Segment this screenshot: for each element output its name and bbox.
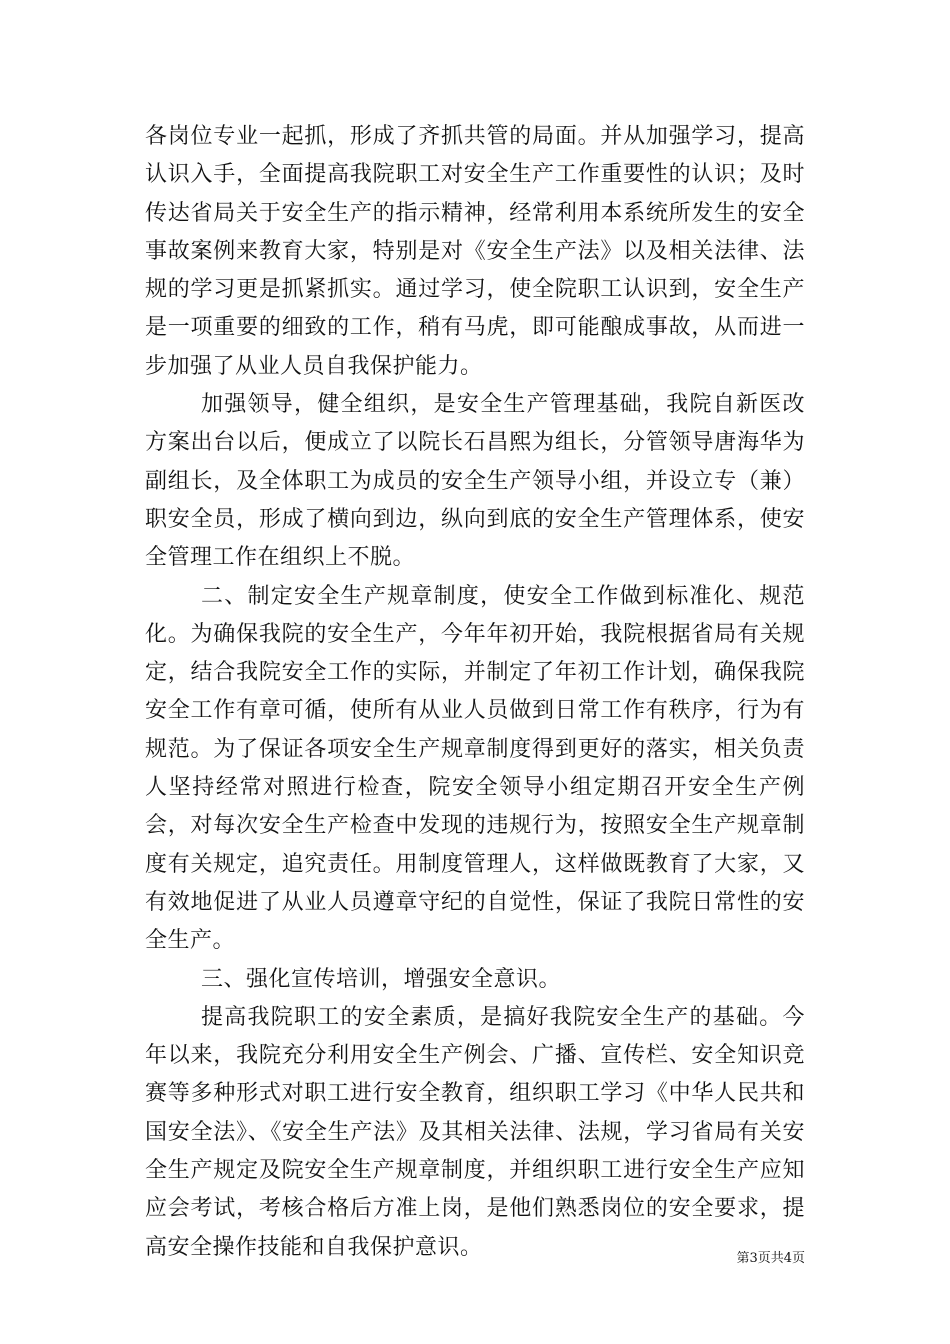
paragraph-1: 各岗位专业一起抓，形成了齐抓共管的局面。并从加强学习，提高认识入手，全面提高我院职工对安全生产工作重要性的认识；及时传达省局关于安全生产的指示精神，经常利用本系统所发生的安全事故案例来教育大家，特别是对《安全生产法》以及相关法律、法规的学习更是抓紧抓实。通过学习，使全院职工认识到，安全生产是一项重要的细致的工作，稍有马虎，即可能酿成事故，从而进一步加强了从业人员自我保护能力。 [145,124,805,379]
paragraph-2: 加强领导，健全组织，是安全生产管理基础，我院自新医改方案出台以后，便成立了以院长石昌熙为组长，分管领导唐海华为副组长，及全体职工为成员的安全生产领导小组，并设立专（兼）职安全员，形成了横向到边，纵向到底的安全生产管理体系，使安全管理工作在组织上不脱。 [145,392,805,571]
paragraph-3: 二、制定安全生产规章制度，使安全工作做到标准化、规范化。为确保我院的安全生产，今年年初开始，我院根据省局有关规定，结合我院安全工作的实际，并制定了年初工作计划，确保我院安全工作有章可循，使所有从业人员做到日常工作有秩序，行为有规范。为了保证各项安全生产规章制度得到更好的落实，相关负责人坚持经常对照进行检查，院安全领导小组定期召开安全生产例会，对每次安全生产检查中发现的违规行为，按照安全生产规章制度有关规定，追究责任。用制度管理人，这样做既教育了大家，又有效地促进了从业人员遵章守纪的自觉性，保证了我院日常性的安全生产。 [145,583,805,954]
page-number: 第3页共4页 [736,1251,805,1266]
section-heading-3: 三、强化宣传培训，增强安全意识。 [201,966,562,992]
document-body [145,118,805,1267]
paragraph-4: 提高我院职工的安全素质，是搞好我院安全生产的基础。今年以来，我院充分利用安全生产例会、广播、宣传栏、安全知识竞赛等多种形式对职工进行安全教育，组织职工学习《中华人民共和国安全法》、《安全生产法》及其相关法律、法规，学习省局有关安全生产规定及院安全生产规章制度，并组织职工进行安全生产应知应会考试，考核合格后方准上岗，是他们熟悉岗位的安全要求，提高安全操作技能和自我保护意识。 [145,1004,805,1260]
